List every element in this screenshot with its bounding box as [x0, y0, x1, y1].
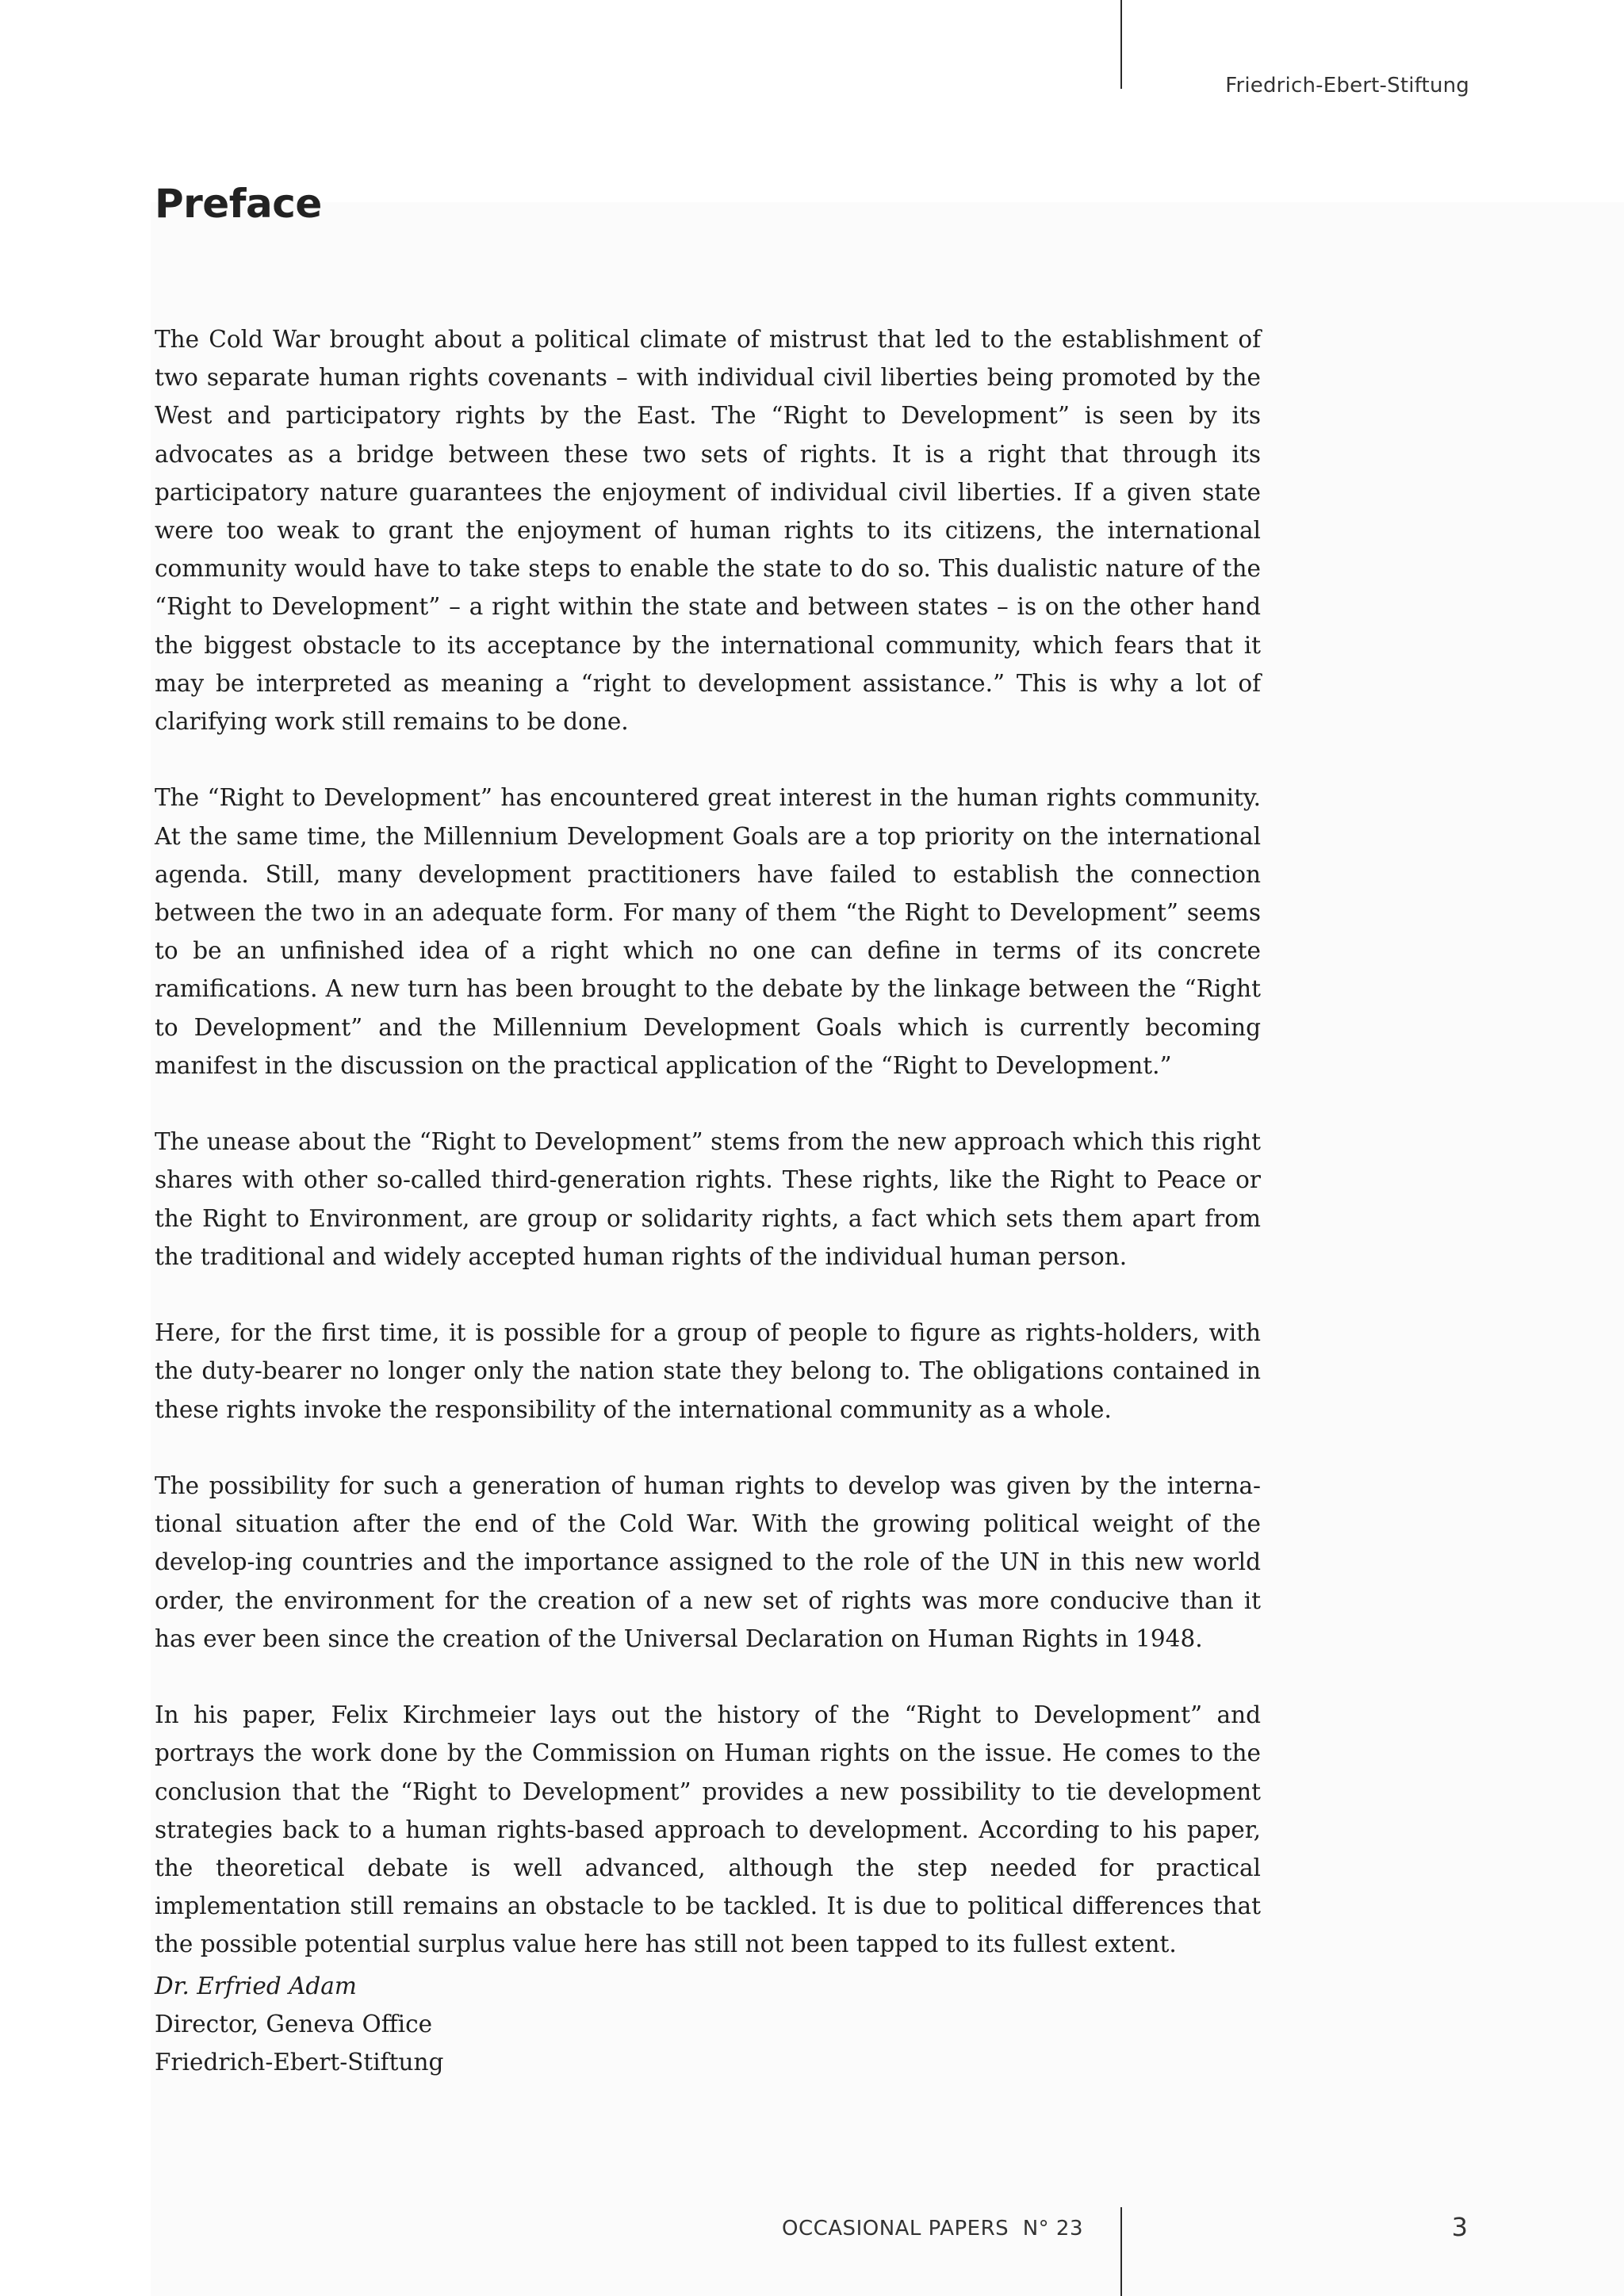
preface-body: [155, 320, 1261, 2002]
paragraph: The possibility for such a generation of human rights to develop was given by the interna-tional situation after the end of the Cold War. With the growing political weight of the develop-ing countries and the importance assigned to the role of the UN in this new world order, the environment for the creation of a new set of rights was more conducive than it has ever been since the creation of the Universal Declaration on Human Rights in 1948.: [155, 1472, 1261, 1652]
paragraph: In his paper, Felix Kirchmeier lays out the history of the “Right to Development” and portrays the work done by the Commission on Human rights on the issue. He comes to the conclusion that the “Right to Development” provides a new possibility to tie development strategies back to a human rights-based approach to development. According to his paper, the theoretical debate is well advanced, although the step needed for practical implementation still remains an obstacle to be tackled. It is due to political differences that the possible potential surplus value here has still not been tapped to its fullest extent.: [155, 1701, 1261, 1958]
signature-block: [155, 1967, 443, 2082]
paragraph: The unease about the “Right to Development” stems from the new approach which this right shares with other so-called third-generation rights. These rights, like the Right to Peace or the Right to Environment, are group or solidarity rights, a fact which sets them apart from the traditional and widely accepted human rights of the individual human person.: [155, 1128, 1261, 1270]
signatory-organization: Friedrich-Ebert-Stiftung: [155, 2049, 444, 2076]
running-head: Friedrich-Ebert-Stiftung: [1225, 74, 1469, 98]
header-divider: [1120, 0, 1122, 89]
footer-series-label: OCCASIONAL PAPERS N° 23: [782, 2217, 1083, 2241]
signatory-position: Director, Geneva Office: [155, 2011, 433, 2038]
paragraph: The “Right to Development” has encountered great interest in the human rights community. At the same time, the Millennium Development Goals are a top priority on the international agenda. Still, many development practitioners have failed to establish the connection between the two in an adequate form. For many of them “the Right to Development” seems to be an unfinished idea of a right which no one can define in terms of its concrete ramifications. A new turn has been brought to the debate by the linkage between the “Right to Development” and the Millennium Development Goals which is currently becoming manifest in the discussion on the practical application of the “Right to Development.”: [155, 784, 1261, 1079]
footer-divider: [1120, 2207, 1122, 2296]
signatory-name: Dr. Erfried Adam: [155, 1973, 357, 1999]
paragraph: Here, for the first time, it is possible for a group of people to figure as rights-holders, with the duty-bearer no longer only the nation state they belong to. The obligations contained in these rights invoke the responsibility of the international community as a whole.: [155, 1319, 1261, 1423]
page-title: Preface: [155, 181, 322, 227]
page-number: 3: [1451, 2212, 1468, 2242]
paragraph: The Cold War brought about a political climate of mistrust that led to the establishment of two separate human rights covenants – with individual civil liberties being promoted by the West and participatory rights by the East. The “Right to Development” is seen by its advocates as a bridge between these two sets of rights. It is a right that through its participatory nature guarantees the enjoyment of individual civil liberties. If a given state were too weak to grant the enjoyment of human rights to its citizens, the international community would have to take steps to enable the state to do so. This dualistic nature of the “Right to Development” – a right within the state and between states – is on the other hand the biggest obstacle to its acceptance by the international community, which fears that it may be interpreted as meaning a “right to development assistance.” This is why a lot of clarifying work still remains to be done.: [155, 326, 1261, 736]
